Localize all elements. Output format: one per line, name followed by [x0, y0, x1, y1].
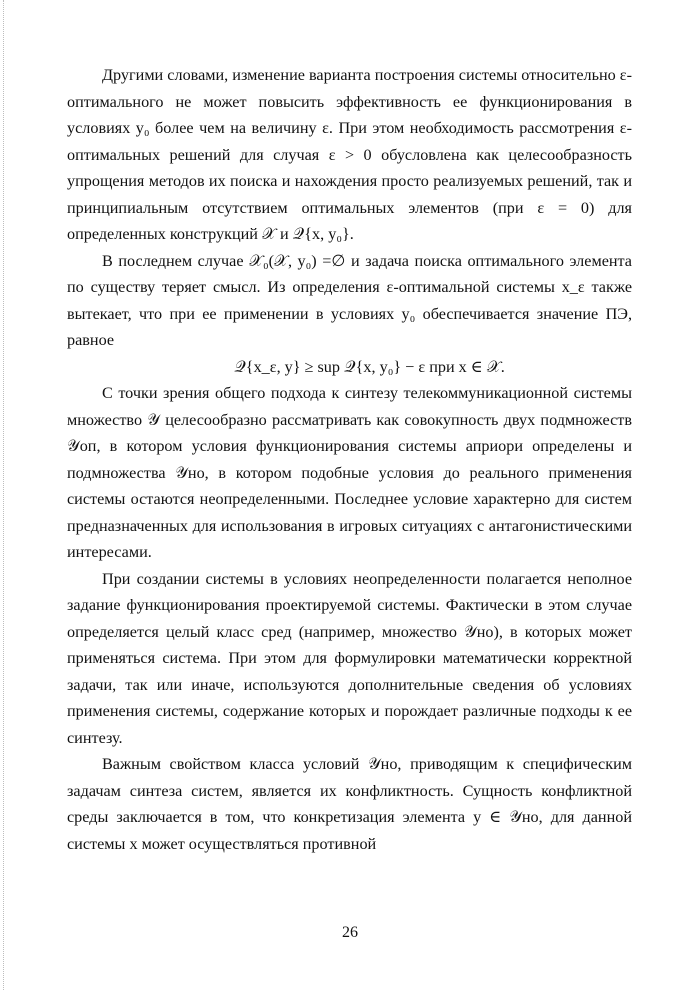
paragraph-2: В последнем случае 𝒳₀(𝒳, y₀) =∅ и задача поиска оптимального элемента по существу теряет смысл. Из определения ε-оптимальной системы x_ε также вытекает, что при ее применении в условиях y₀ обеспечивается значение ПЭ, равное: [67, 251, 633, 349]
paragraph-3: С точки зрения общего подхода к синтезу телекоммуникационной системы множество 𝒴 целесообразно рассматривать как совокупность двух подмножеств 𝒴оп, в котором условия функционирования системы априори определены и подмножества 𝒴но, в котором подобные условия до реального применения системы остаются неопределенными. Последнее условие характерно для систем предназначенных для использования в игровых ситуациях с антагонистическими интересами.: [67, 384, 633, 561]
paragraph-4: При создании системы в условиях неопределенности полагается неполное задание функционирования проектируемой системы. Фактически в этом случае определяется целый класс сред (например, множество 𝒴но), в которых может применяться система. При этом для формулировки математически корректной задачи, так или иначе, используются дополнительные сведения об условиях применения системы, содержание которых и порождает различные подходы к ее синтезу.: [67, 569, 633, 747]
formula: 𝒬{x_ε, y} ≥ sup 𝒬{x, y₀} − ε при x ∈ 𝒳.: [234, 357, 505, 376]
document-page: [67, 62, 632, 857]
paragraph-5: Важным свойством класса условий 𝒴но, приводящим к специфическим задачам синтеза систем, является их конфликтность. Сущность конфликтной среды заключается в том, что конкретизация элемента y ∈ 𝒴но, для данной системы x может осуществляться противной: [67, 755, 633, 853]
paragraph-1: Другими словами, изменение варианта построения системы относительно ε-оптимального не может повысить эффективность ее функционирования в условиях y₀ более чем на величину ε. При этом необходимость рассмотрения ε-оптимальных решений для случая ε > 0 обусловлена как целесообразность упрощения методов их поиска и нахождения просто реализуемых решений, так и принципиальным отсутствием оптимальных элементов (при ε = 0) для определенных конструкций 𝒳 и 𝒬{x, y₀}.: [67, 66, 633, 243]
page-number: 26: [342, 924, 358, 941]
page-margin-dots: [3, 0, 4, 990]
